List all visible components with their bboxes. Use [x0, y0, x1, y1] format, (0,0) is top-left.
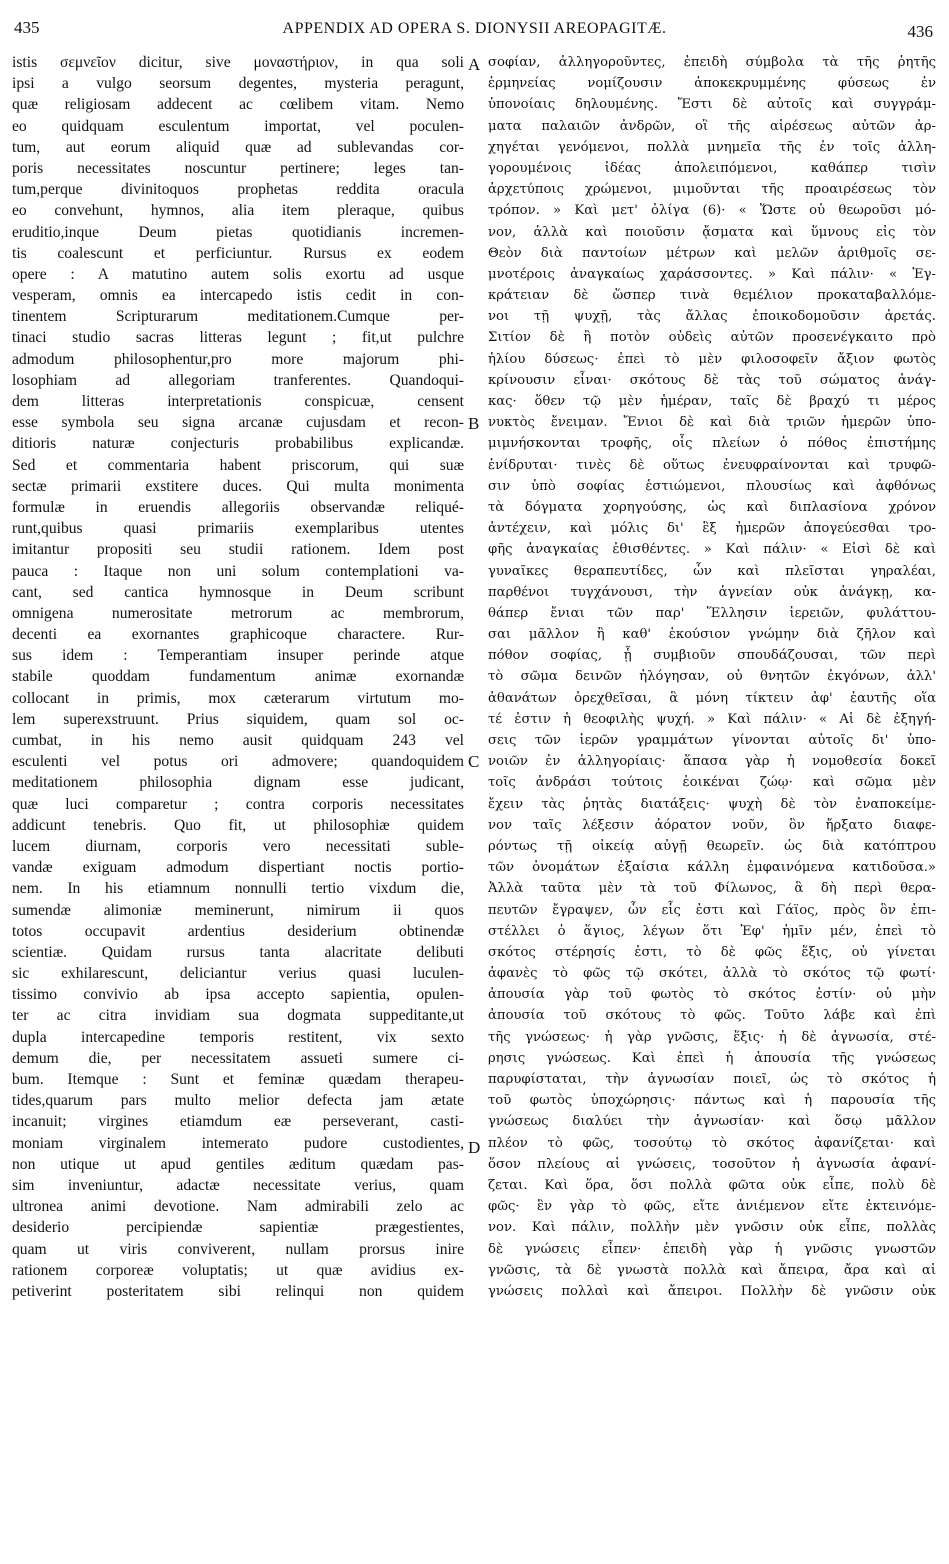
latin-text-line: tides,quarum pars multo melior defecta jam ætate	[12, 1092, 464, 1110]
greek-text-line: νον, ἀλλὰ καὶ ποιοῦσιν ᾄσματα καὶ ὕμνους εἰς τὸν	[488, 224, 936, 240]
section-marker-d: D	[468, 1138, 481, 1157]
latin-text-line: esculenti vel potus ori admovere; quandoquidem	[12, 753, 464, 771]
greek-text-line: ἀθανάτων ὀρεχθεῖσαι, ἃ μόνη τίκτειν ἀφ' ἑαυτῆς οἵα	[488, 690, 936, 706]
latin-text-line: runt,quibus quasi primariis exemplaribus utentes	[12, 520, 464, 538]
greek-text-line: κας· ὅθεν τῷ μὲν ἡμέραν, ταῖς δὲ βραχύ τι μέρος	[488, 394, 936, 409]
greek-text-line: τοῦ φωτὸς ὑποχώρησις· πάντως καὶ ἡ παρουσία τῆς	[488, 1093, 936, 1109]
running-title: APPENDIX AD OPERA S. DIONYSII AREOPAGITÆ.	[282, 20, 667, 37]
greek-text-line: ἀπουσία γὰρ τοῦ φωτὸς τὸ σκότος ἐστίν· οὐ μὴν	[488, 987, 936, 1003]
latin-text-line: rationem corporeæ voluptatis; ut quæ avidius ex-	[12, 1261, 464, 1279]
latin-text-line: sectæ primarii exstitere duces. Qui multa monimenta	[12, 477, 464, 495]
greek-text-line: γυναῖκες θεραπευτίδες, ὧν καὶ πλεῖσται γηραλέαι,	[488, 563, 936, 579]
page-number-left: 435	[14, 18, 40, 37]
greek-text-line: κράτειαν δὲ ὥσπερ τινὰ θεμέλιον προκαταβαλλόμε-	[488, 288, 936, 304]
greek-text-line: νυκτὸς ἔνειμαν. Ἔνιοι δὲ καὶ διὰ τριῶν ἡμερῶν ὑπο-	[488, 415, 936, 431]
latin-text-line: non utique ut apud gentiles æditum quædam pas-	[12, 1155, 464, 1173]
latin-text-line: losophiam ad allegoriam tranferentes. Quandoqui-	[12, 371, 464, 389]
latin-text-line: sim inveniuntur, adactæ necessitate verius, quam	[12, 1176, 464, 1194]
section-marker-c: C	[468, 752, 480, 771]
latin-text-line: totos occupavit ardentius desiderium obtinendæ	[12, 922, 464, 940]
latin-text-line: quam ut viris conviverent, nullam prorsus inire	[12, 1240, 464, 1258]
latin-text-line: tum, aut eorum aliquid quæ ad sublevandas cor-	[12, 138, 464, 156]
greek-text-line: στέλλει ὁ ἅγιος, λέγων ὅτι Ἐφ' ἡμῖν μέν, ἐπεὶ τὸ	[488, 923, 936, 939]
latin-text-line: cumbat, in his nemo ausit quidquam 243 vel	[12, 732, 464, 749]
greek-text-line: ἡλίου δύσεως· ἐπεὶ τὸ μὲν φιλοσοφεῖν ἄξιον φωτὸς	[488, 351, 936, 367]
greek-text-line: ἀπουσία τοῦ σκότους τὸ φῶς. Τοῦτο λάβε καὶ ἐπὶ	[488, 1008, 936, 1024]
greek-text-line: ἀφανὲς τὸ φῶς τῷ σκότει, ἀλλὰ τὸ σκότος τῷ φωτί·	[488, 966, 936, 982]
greek-text-line: Ἀλλὰ ταῦτα μὲν τὰ τοῦ Φίλωνος, ἃ δὴ περὶ θερα-	[488, 881, 936, 897]
latin-text-line: omnigena numerositate metrorum ac membrorum,	[12, 604, 464, 622]
latin-text-line: sus idem : Temperantiam insuper perinde atque	[12, 647, 464, 665]
page-header	[0, 18, 949, 42]
latin-text-line: sic exhilarescunt, deliciantur verius quasi luculen-	[12, 965, 464, 983]
latin-text-line: cant, sed cantica hymnosque in Deum scribunt	[12, 583, 464, 601]
greek-text-line: Σιτίον δὲ ἢ ποτὸν οὐδεὶς αὐτῶν προσενέγκαιτο πρὸ	[488, 330, 936, 346]
greek-text-line: νοιῶν ἐν ἀλληγορίαις· ἅπασα γὰρ ἡ νομοθεσία δοκεῖ	[488, 754, 936, 770]
greek-text-line: γνώσεις πολλαὶ καὶ ἄπειροι. Πολλὴν δὲ γνῶσιν οὐκ	[488, 1283, 936, 1299]
greek-text-line: φῶς· ἓν γὰρ τὸ φῶς, εἴτε ἀνιέμενον εἴτε ἐκτεινόμε-	[488, 1199, 936, 1215]
greek-text-line: ρόντως τῇ οἰκείᾳ αὐγῇ θεωρεῖν. ὡς διὰ κατόπτρου	[488, 838, 936, 854]
greek-text-line: ρησις γνώσεως. Καὶ ἐπεὶ ἡ ἀπουσία τῆς γνώσεως	[488, 1050, 936, 1066]
latin-text-line: istis σεμνεῖον dicitur, sive μοναστήριον, in qua soli	[12, 54, 464, 71]
latin-text-line: eo convehunt, hymnos, alia item pleraque, quibus	[12, 202, 464, 220]
latin-text-line: ipsi a vulgo seorsum degentes, mysteria peragunt,	[12, 75, 464, 93]
latin-text-line: collocant in primis, mox cæterarum virtutum mo-	[12, 689, 464, 707]
greek-text-line: ἀντέχειν, καὶ μόλις δι' ἓξ ἡμερῶν ἀπογεύεσθαι τρο-	[488, 521, 936, 537]
greek-text-line: σοφίαν, ἀλληγοροῦντες, ἐπειδὴ σύμβολα τὰ τῆς ῥητῆς	[488, 55, 936, 70]
latin-text-line: tinaci studio sacras litteras legunt ; fit,ut pulchre	[12, 329, 464, 347]
greek-text-line: τῆς γνώσεως· ἡ γὰρ γνῶσις, ἕξις· ἡ δὲ ἀγνωσία, στέ-	[488, 1029, 936, 1045]
latin-text-line: eruditio,inque Deum pietas quotidianis incremen-	[12, 223, 464, 241]
greek-text-line: μνοτέροις ἀναγκαίως χαράσσοντες. » Καὶ πάλιν· « Ἐγ-	[488, 266, 936, 282]
latin-text-line: scientiæ. Quidam rursus tanta alacritate delibuti	[12, 943, 464, 961]
greek-text-line: γνῶσις, τὰ δὲ γνωστὰ πολλὰ καὶ ἄπειρα, ἄρα καὶ αἱ	[488, 1262, 936, 1278]
greek-text-line: παρθένοι τυγχάνουσι, τὴν ἁγνείαν οὐκ ἀνάγκῃ, κα-	[488, 584, 936, 600]
latin-text-line: desiderio percipiendæ sapientiæ prægestientes,	[12, 1219, 464, 1237]
greek-text-line: σαι μᾶλλον ἢ καθ' ἑκούσιον γνώμην διὰ ζῆλον καὶ	[488, 627, 936, 643]
greek-text-line: τέ ἐστιν ἡ θεοφιλὴς ψυχή. » Καὶ πάλιν· « Αἱ δὲ ἐξηγή-	[488, 711, 936, 727]
latin-text-line: addicunt tenebris. Quo fit, ut philosophiæ quidem	[12, 816, 464, 834]
greek-text-line: μιμνήσκονται τροφῆς, οἷς πλείων ὁ πόθος ἐπιστήμης	[488, 436, 936, 452]
latin-text-line: ultronea animi devotione. Nam admirabili zelo ac	[12, 1198, 464, 1216]
latin-text-line: opere : A matutino autem solis exortu ad usque	[12, 265, 464, 283]
greek-text-line: ὑπονοίαις δηλουμένης. Ἔστι δὲ αὐτοῖς καὶ συγγράμ-	[488, 97, 936, 113]
latin-text-line: lem superexstruunt. Prius siquidem, quam sol oc-	[12, 710, 464, 728]
greek-text-line: θάπερ ἔνιαι τῶν παρ' Ἕλλησιν ἱερειῶν, φυλάττου-	[488, 605, 936, 621]
greek-text-line: ζεται. Καὶ ὅρα, ὅσι πολλὰ φῶτα οὐκ εἶπε, πολὺ δὲ	[488, 1177, 936, 1193]
greek-text-line: κρίνουσιν εἶναι· σκότους δὲ τὰς τοῦ σώματος ἀνάγ-	[488, 372, 936, 388]
latin-text-line: vesperam, omnis ea intercapedo istis cedit in con-	[12, 287, 464, 305]
latin-text-line: incanuit; virgines etiamdum eæ perseverant, casti-	[12, 1113, 464, 1131]
latin-text-line: demum die, per necessitatem assueti sumere ci-	[12, 1049, 464, 1067]
greek-text-line: χηγέται γενόμενοι, πολλὰ μνημεῖα τῆς ἐν τοῖς ἀλλη-	[488, 139, 936, 155]
latin-text-line: dupla intercapedine temporis restitent, vix sexto	[12, 1028, 464, 1046]
greek-text-line: σιν ὑπὸ σοφίας ἑστιώμενοι, πλουσίως καὶ ἀφθόνως	[488, 478, 936, 494]
latin-text-line: pauca : Itaque non uni solum contemplationi va-	[12, 562, 464, 580]
greek-text-line: γνώσεως διαλύει τὴν ἀγνωσίαν· καὶ ὅσῳ μᾶλλον	[488, 1114, 936, 1130]
latin-text-line: tum,perque divinitoquos prophetas reddita oracula	[12, 181, 464, 199]
greek-text-line: σεις τῶν ἱερῶν γραμμάτων γίνονται αὐτοῖς δι' ὑπο-	[488, 733, 936, 748]
latin-text-line: sumendæ alimoniæ meminerunt, nimirum ii quos	[12, 901, 464, 919]
greek-text-line: ὅσον πλείους αἱ γνώσεις, τοσοῦτον ἡ ἀγνωσία ἀφανί-	[488, 1156, 936, 1172]
latin-column	[12, 52, 464, 1562]
greek-text-line: παρυφίσταται, τὴν ἀγνωσίαν ποιεῖ, ὡς τὸ σκότος ἡ	[488, 1072, 936, 1087]
greek-text-line: πευτῶν ἔγραψεν, ὧν εἷς ἐστι καὶ Γάϊος, πρὸς ὃν ἐπι-	[488, 902, 936, 918]
latin-text-line: tinentem Scripturarum meditationem.Cumque per-	[12, 308, 464, 326]
latin-text-line: nem. In his etiamnum nonnulli tertio vixdum die,	[12, 880, 464, 898]
latin-text-line: esse symbola seu signa arcanæ cujusdam et recon-	[12, 414, 464, 432]
latin-text-line: formulæ in eruendis allegoriis observandæ reliqué-	[12, 498, 464, 516]
section-marker-b: B	[468, 414, 480, 433]
greek-text-line: σκότος στέρησίς ἐστι, τὸ δὲ φῶς ἕξις, οὐ γίνεται	[488, 944, 936, 960]
greek-text-line: ἔχειν τὰς ῥητὰς διατάξεις· ψυχὴ δὲ τὸν ἐναποκείμε-	[488, 796, 936, 812]
latin-text-line: moniam virginalem intemerato pudore custodientes,	[12, 1134, 464, 1152]
greek-text-line: τρόπον. » Καὶ μετ' ὀλίγα (6)· « Ὥστε οὐ θεωροῦσι μό-	[488, 203, 936, 219]
greek-text-line: τὸ σῶμα δεινῶν ἠλόγησαν, οὐ θνητῶν ἐκγόνων, ἀλλ'	[488, 669, 936, 685]
greek-text-line: φῆς ἀναγκαίας ἐθισθέντες. » Καὶ πάλιν· « Εἰσὶ δὲ καὶ	[488, 542, 936, 558]
greek-text-line: πλέον τὸ φῶς, τοσούτῳ τὸ σκότος ἀφανίζεται· καὶ	[488, 1135, 936, 1151]
greek-text-line: γορουμένοις ἰδέας ἀπολειπόμενοι, καθάπερ τισὶν	[488, 160, 936, 176]
latin-text-line: imitantur propositi seu studii rationem. Idem post	[12, 541, 464, 559]
greek-text-line: τοῖς ἀνδράσι τούτοις ἐοικέναι ζώῳ· καὶ σῶμα μὲν	[488, 775, 936, 791]
latin-text-line: vandæ exiguam admodum dispertiant noctis portio-	[12, 859, 464, 877]
section-marker-a: A	[468, 55, 481, 74]
latin-text-line: tissimo convivio ab ipsa accepto sapientia, opulen-	[12, 986, 464, 1004]
greek-text-line: ἑρμηνείας νομίζουσιν ἀποκεκρυμμένης φύσεως ἐν	[488, 76, 936, 92]
greek-text-line: τὰ δόγματα χορηγούσης, ὡς καὶ διπλασίονα χρόνον	[488, 499, 936, 515]
latin-text-line: meditationem philosophia dignam esse judicant,	[12, 774, 464, 792]
greek-text-line: νον ταῖς λέξεσιν ἀόρατον νοῦν, ὃν ἤρξατο διαφε-	[488, 817, 936, 833]
greek-text-line: τῶν ὀνομάτων ἐξαίσια κάλλη ἐμφαινόμενα κατιδοῦσα.»	[488, 860, 936, 876]
latin-text-line: ter ac citra invidiam sua dogmata suppeditante,ut	[12, 1007, 464, 1025]
greek-text-line: πόθον σοφίας, ᾗ συμβιοῦν σπουδάζουσαι, τῶν περὶ	[488, 648, 936, 664]
latin-text-line: petiverint posteritatem sibi relinqui non quidem	[12, 1282, 464, 1300]
greek-text-line: ἐνίδρυται· τινὲς δὲ οὕτως ἐνευφραίνονται καὶ τρυφῶ-	[488, 457, 936, 473]
latin-text-line: admodum philosophentur,pro more majorum phi-	[12, 350, 464, 368]
page-number-right: 436	[907, 22, 933, 41]
latin-text-line: stabile quoddam fundamentum animæ exornandæ	[12, 668, 464, 686]
greek-text-line: νον. Καὶ πάλιν, πολλὴν μὲν γνῶσιν οὐκ εἶπε, πολλὰς	[488, 1220, 936, 1236]
latin-text-line: quæ religiosam addecent ac cœlibem vitam. Nemo	[12, 96, 464, 114]
latin-text-line: ditioris naturæ conjecturis probabilibus explicandæ.	[12, 435, 464, 453]
greek-text-line: ἀρχετύποις χρώμενοι, μιμοῦνται τῆς προαιρέσεως τὸν	[488, 182, 936, 198]
latin-text-line: eo quidquam esculentum importat, vel poculen-	[12, 117, 464, 135]
latin-text-line: decenti ea exornantes graphicoque charactere. Rur-	[12, 626, 464, 644]
latin-text-line: bum. Itemque : Sunt et feminæ quædam therapeu-	[12, 1071, 464, 1088]
greek-column	[488, 52, 936, 1562]
latin-text-line: dem litteras interpretationis conspicuæ, censent	[12, 393, 464, 410]
latin-text-line: tis coalescunt et perficiuntur. Rursus ex eodem	[12, 244, 464, 262]
greek-text-line: δὲ γνώσεις εἶπεν· ἐπειδὴ γὰρ ἡ γνῶσις γνωστῶν	[488, 1241, 936, 1257]
latin-text-line: poris necessitates noscuntur pertinere; leges tan-	[12, 159, 464, 177]
latin-text-line: quæ luci comparetur ; contra corporis necessitates	[12, 795, 464, 813]
greek-text-line: Θεὸν διὰ παντοίων μέτρων καὶ μελῶν ἀριθμοῖς σε-	[488, 245, 936, 261]
latin-text-line: lucem diurnam, corporis vero necessitati suble-	[12, 837, 464, 855]
latin-text-line: Sed et commentaria habent priscorum, qui suæ	[12, 456, 464, 474]
greek-text-line: νοι τῇ ψυχῇ, τὰς ἄλλας ἐποικοδομοῦσιν ἀρετάς.	[488, 309, 936, 325]
greek-text-line: ματα παλαιῶν ἀνδρῶν, οἳ τῆς αἱρέσεως αὐτῶν ἀρ-	[488, 118, 936, 134]
